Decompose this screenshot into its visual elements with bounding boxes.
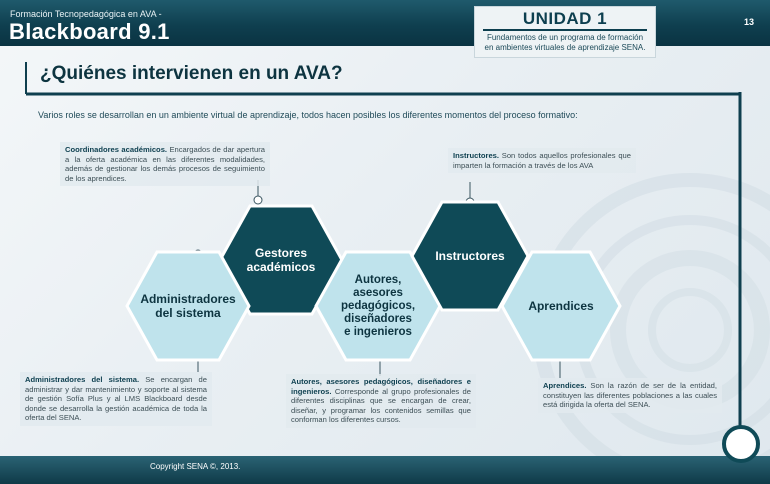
copyright-text: Copyright SENA ©, 2013. [150, 462, 241, 471]
slide-title: ¿Quiénes intervienen en un AVA? [40, 63, 343, 84]
note-instructores-term: Instructores. [453, 151, 499, 160]
course-subtitle: Formación Tecnopedagógica en AVA - [10, 9, 162, 19]
autores-line1: Autores, [354, 273, 402, 286]
gestores-line1: Gestores [254, 246, 308, 260]
note-administradores-term: Administradores del sistema. [25, 375, 140, 384]
unit-title: UNIDAD 1 [522, 9, 608, 28]
note-aprendices-term: Aprendices. [543, 381, 587, 390]
autores-line3: pedagógicos, [340, 299, 416, 312]
instructores-line1: Instructores [435, 249, 505, 263]
note-autores-text: Corresponde al grupo profesionales de diferentes disciplinas que se encargan de crear, diseñar, y programar los contenidos semillas que conforman los diferentes cursos. [291, 386, 471, 425]
page-number: 13 [744, 17, 755, 27]
note-autores-term: Autores, asesores pedagógicos, diseñadores e ingenieros. [291, 377, 471, 396]
administradores-line1: Administradores [140, 292, 236, 306]
note-coordinadores-text: Encargados de dar apertura a la oferta académica en las diferentes modalidades, además de gestionar los demás procesos de seguimiento de los aprendices. [65, 145, 265, 183]
autores-line2: asesores [353, 286, 403, 299]
note-aprendices-text: Son la razón de ser de la entidad, constituyen las diferentes poblaciones a las cuales está dirigida la oferta del SENA. [543, 381, 717, 410]
aprendices-line1: Aprendices [528, 299, 594, 313]
gestores-line2: académicos [246, 260, 316, 274]
autores-line5: e ingenieros [344, 325, 412, 338]
administradores-line2: del sistema [155, 306, 221, 320]
unit-description-line2: en ambientes virtuales de aprendizaje SENA. [484, 43, 646, 52]
note-administradores-text: Se encargan de administrar y dar mantenimiento y soporte al sistema de gestión Sofía Plus y al LMS Blackboard desde donde se desarrolla la gestión académica de toda la oferta del SENA. [25, 375, 207, 423]
note-instructores-text: Son todos aquellos profesionales que imparten la formación a través de los AVA [453, 151, 631, 170]
intro-text: Varios roles se desarrollan en un ambiente virtual de aprendizaje, todos hacen posibles los diferentes momentos del proceso formativo: [38, 110, 578, 120]
autores-line4: diseñadores [344, 312, 412, 325]
note-coordinadores-term: Coordinadores académicos. [65, 145, 168, 154]
course-title: Blackboard 9.1 [9, 19, 170, 44]
unit-description-line1: Fundamentos de un programa de formación [486, 33, 644, 42]
